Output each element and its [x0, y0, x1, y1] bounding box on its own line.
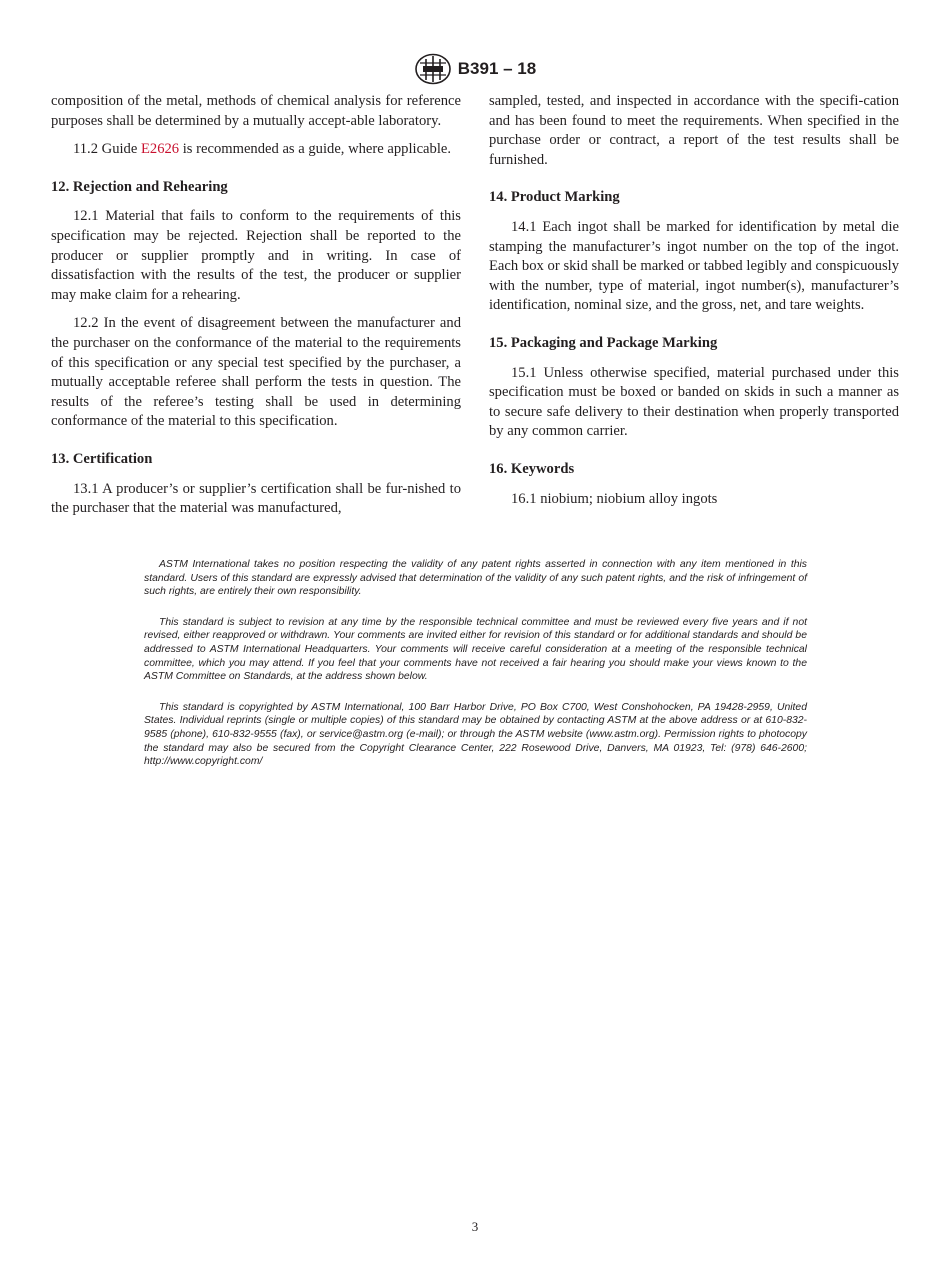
paragraph-15-1: 15.1 Unless otherwise specified, material purchased under this specification must be boxed or banded on skids in such a manner as to secure safe delivery to their destination when properly transported by any common carrier. — [489, 364, 899, 440]
section-16-heading: 16. Keywords — [489, 460, 575, 477]
paragraph-14-1: 14.1 Each ingot shall be marked for identification by metal die stamping the manufacturer’s ingot number on the top of the ingot. Each box or skid shall be marked or tabbed legibly and conspicuously with the number, type of material, ingot number(s), manufacturer’s identification, nominal size, and the gross, net, and tare weights. — [489, 218, 899, 314]
section-15-heading: 15. Packaging and Package Marking — [489, 334, 718, 351]
section-12-heading: 12. Rejection and Rehearing — [51, 178, 228, 195]
standard-designation: B391 – 18 — [457, 59, 537, 78]
paragraph-12-1: 12.1 Material that fails to conform to the requirements of this specification may be rejected. Rejection shall be reported to the producer or supplier promptly and in writing. In case of dissatisfaction with the results of the test, the producer or supplier may make claim for a rehearing. — [51, 208, 461, 303]
paragraph-13-1: 13.1 A producer’s or supplier’s certification shall be fur-nished to the purchaser that the material was manufactured, — [51, 480, 461, 517]
page-header — [0, 52, 950, 86]
copyright-notice: This standard is copyrighted by ASTM International, 100 Barr Harbor Drive, PO Box C700, West Conshohocken, PA 19428-2959, United States. Individual reprints (single or multiple copies) of this standard may be obtained by contacting ASTM at the above address or at 610-832-9585 (phone), 610-832-9555 (fax), or service@astm.org (e-mail); or through the ASTM website (www.astm.org). Permission rights to photocopy the standard may also be secured from the Copyright Clearance Center, 222 Rosewood Drive, Danvers, MA 01923, Tel: (978) 646-2600; http://www.copyright.com/ — [144, 701, 807, 768]
paragraph-continuation-right: sampled, tested, and inspected in accordance with the specifi-cation and has been found to meet the requirements. When specified in the purchase order or contract, a report of the test results shall be furnished. — [489, 93, 899, 168]
left-column — [51, 92, 461, 528]
revision-notice: This standard is subject to revision at any time by the responsible technical committee and must be reviewed every five years and if not revised, either reapproved or withdrawn. Your comments are invited either for revision of this standard or for additional standards and should be addressed to ASTM International Headquarters. Your comments will receive careful consideration at a meeting of the responsible technical committee, which you may attend. If you feel that your comments have not received a fair hearing you should make your views known to the ASTM Committee on Standards, at the address shown below. — [144, 616, 807, 683]
guide-text: Guide — [101, 141, 138, 158]
section-13-heading: 13. Certification — [51, 450, 153, 467]
paragraph-16-1: 16.1 niobium; niobium alloy ingots — [511, 490, 718, 507]
right-column — [489, 92, 899, 518]
section-number: 11.2 — [73, 141, 98, 158]
paragraph-11-2 — [51, 140, 461, 160]
guide-text-rest: is recommended as a guide, where applicable. — [182, 141, 452, 158]
page-number: 3 — [471, 1219, 479, 1234]
legal-footnotes — [144, 558, 807, 786]
paragraph-continuation: composition of the metal, methods of chemical analysis for reference purposes shall be determined by a mutually accept-able laboratory. — [51, 93, 461, 129]
e2626-link[interactable]: E2626 — [140, 141, 180, 158]
paragraph-12-2: 12.2 In the event of disagreement between the manufacturer and the purchaser on the conformance of the material to the requirements of this specification or any special test specified by the purchaser, a mutually acceptable referee shall perform the tests in question. The results of the referee’s testing shall be used in determining conformance of the material to this specification. — [51, 315, 461, 430]
astm-logo-icon — [414, 53, 452, 85]
section-14-heading: 14. Product Marking — [489, 189, 620, 206]
patent-notice: ASTM International takes no position respecting the validity of any patent rights asserted in connection with any item mentioned in this standard. Users of this standard are expressly advised that determination of the validity of any such patent rights, and the risk of infringement of such rights, are entirely their own responsibility. — [144, 559, 807, 598]
